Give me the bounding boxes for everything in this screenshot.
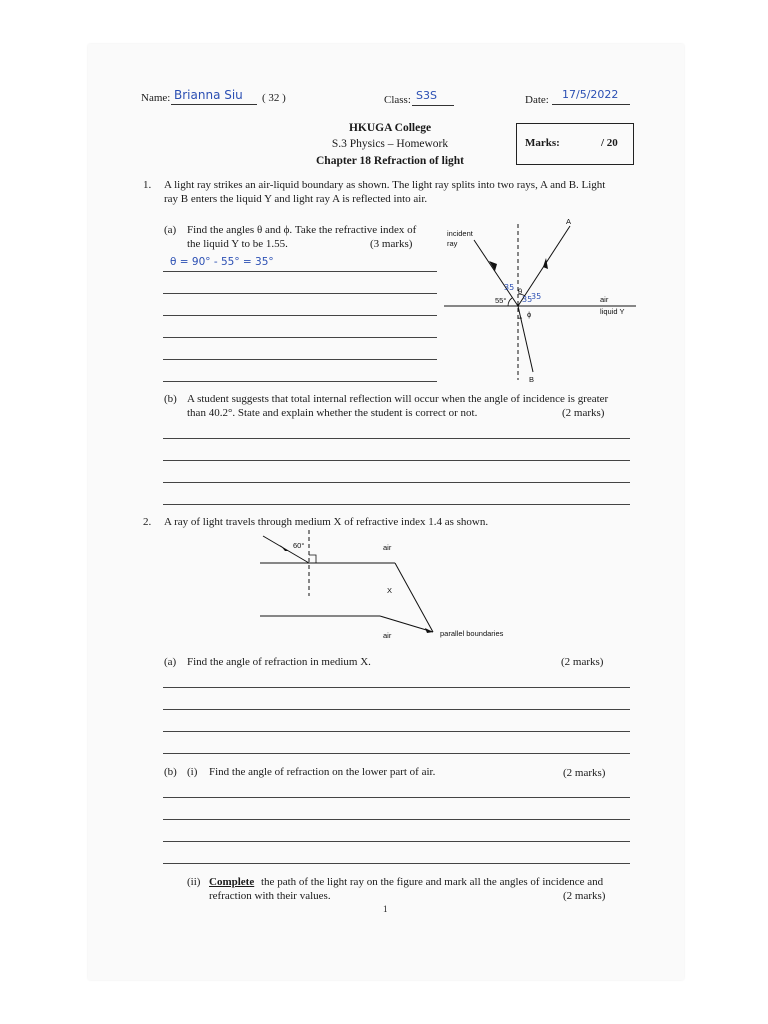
class-number: ( 32 ): [262, 92, 286, 104]
q1-stem-line1: A light ray strikes an air-liquid boundary as shown. The light ray splits into two rays, A and B. Light: [164, 179, 606, 191]
answer-line[interactable]: [163, 753, 630, 754]
q2bii-label: (ii): [187, 876, 201, 888]
answer-line[interactable]: [163, 731, 630, 732]
q1b-line1: A student suggests that total internal reflection will occur when the angle of incidence is greater: [187, 393, 609, 405]
answer-line[interactable]: [163, 337, 437, 338]
air-bottom-label: air: [383, 631, 392, 640]
q2b-label: (b): [164, 766, 177, 778]
ray-a-label: A: [566, 217, 572, 226]
medium-x-label: X: [387, 586, 393, 595]
name-handwritten: Brianna Siu: [174, 88, 243, 102]
answer-line[interactable]: [163, 709, 630, 710]
q1a-handwritten-answer: θ = 90° - 55° = 35°: [170, 256, 274, 268]
parallel-boundaries-label: parallel boundaries: [440, 629, 504, 638]
air-top-label: air: [383, 543, 392, 552]
class-handwritten: S3S: [416, 89, 437, 102]
course-title: S.3 Physics – Homework: [331, 138, 449, 150]
name-label: Name:: [141, 92, 171, 104]
q2bii-line2: refraction with their values.: [209, 890, 331, 902]
handwritten-35-c: 35: [531, 292, 542, 301]
answer-line[interactable]: [163, 863, 630, 864]
ray-b-label: B: [529, 375, 535, 384]
name-underline: [171, 104, 257, 105]
angle-60-label: 60°: [293, 541, 305, 550]
answer-line[interactable]: [163, 841, 630, 842]
class-label: Class:: [384, 94, 411, 106]
answer-line[interactable]: [163, 460, 630, 461]
q1a-marks: (3 marks): [370, 238, 413, 250]
q1-number: 1.: [143, 179, 152, 191]
q2-stem: A ray of light travels through medium X of refractive index 1.4 as shown.: [164, 516, 489, 528]
q2bi-text: Find the angle of refraction on the lower part of air.: [209, 766, 436, 778]
q1-refraction-diagram: [440, 214, 640, 388]
angle-55-label: 55°: [495, 296, 507, 305]
q2a-marks: (2 marks): [561, 656, 604, 668]
marks-total: / 20: [601, 137, 618, 149]
theta-label: θ: [518, 287, 523, 296]
ray-label: ray: [447, 239, 458, 248]
air-label: air: [600, 295, 609, 304]
date-label: Date:: [525, 94, 549, 106]
q2bii-complete-word: Complete: [209, 876, 255, 888]
q1a-line1: Find the angles θ and ϕ. Take the refractive index of: [187, 224, 417, 236]
q2bi-marks: (2 marks): [563, 767, 606, 779]
q2a-label: (a): [164, 656, 177, 668]
q2-parallel-boundary-diagram: [255, 528, 535, 646]
marks-label: Marks:: [525, 137, 560, 149]
chapter-title: Chapter 18 Refraction of light: [316, 155, 464, 167]
q2a-text: Find the angle of refraction in medium X.: [187, 656, 371, 668]
q1-stem-line2: ray B enters the liquid Y and light ray A is reflected into air.: [164, 193, 428, 205]
marks-box: [516, 123, 634, 165]
q2-number: 2.: [143, 516, 152, 528]
answer-line[interactable]: [163, 381, 437, 382]
answer-line[interactable]: [163, 504, 630, 505]
answer-line[interactable]: [163, 797, 630, 798]
answer-line[interactable]: [163, 271, 437, 272]
phi-label: ϕ: [527, 310, 532, 319]
answer-line[interactable]: [163, 482, 630, 483]
liquid-label: liquid Y: [600, 307, 625, 316]
answer-line[interactable]: [163, 359, 437, 360]
q1a-label: (a): [164, 224, 177, 236]
q1b-line2: than 40.2°. State and explain whether the student is correct or not.: [187, 407, 478, 419]
handwritten-35-b: 35: [522, 295, 533, 304]
q2bii-marks: (2 marks): [563, 890, 606, 902]
date-handwritten: 17/5/2022: [562, 88, 619, 101]
school-name: HKUGA College: [348, 122, 432, 134]
answer-line[interactable]: [163, 315, 437, 316]
q2bii-line1: the path of the light ray on the figure and mark all the angles of incidence and: [261, 876, 604, 888]
date-underline: [552, 104, 630, 105]
class-underline: [412, 105, 454, 106]
incident-label: incident: [447, 229, 473, 238]
q1a-line2: the liquid Y to be 1.55.: [187, 238, 288, 250]
answer-line[interactable]: [163, 687, 630, 688]
answer-line[interactable]: [163, 438, 630, 439]
answer-line[interactable]: [163, 293, 437, 294]
q1b-marks: (2 marks): [562, 407, 605, 419]
q2bi-label: (i): [187, 766, 198, 778]
q1b-label: (b): [164, 393, 177, 405]
handwritten-35-a: 35: [504, 283, 515, 292]
page-number: 1: [383, 904, 388, 914]
answer-line[interactable]: [163, 819, 630, 820]
